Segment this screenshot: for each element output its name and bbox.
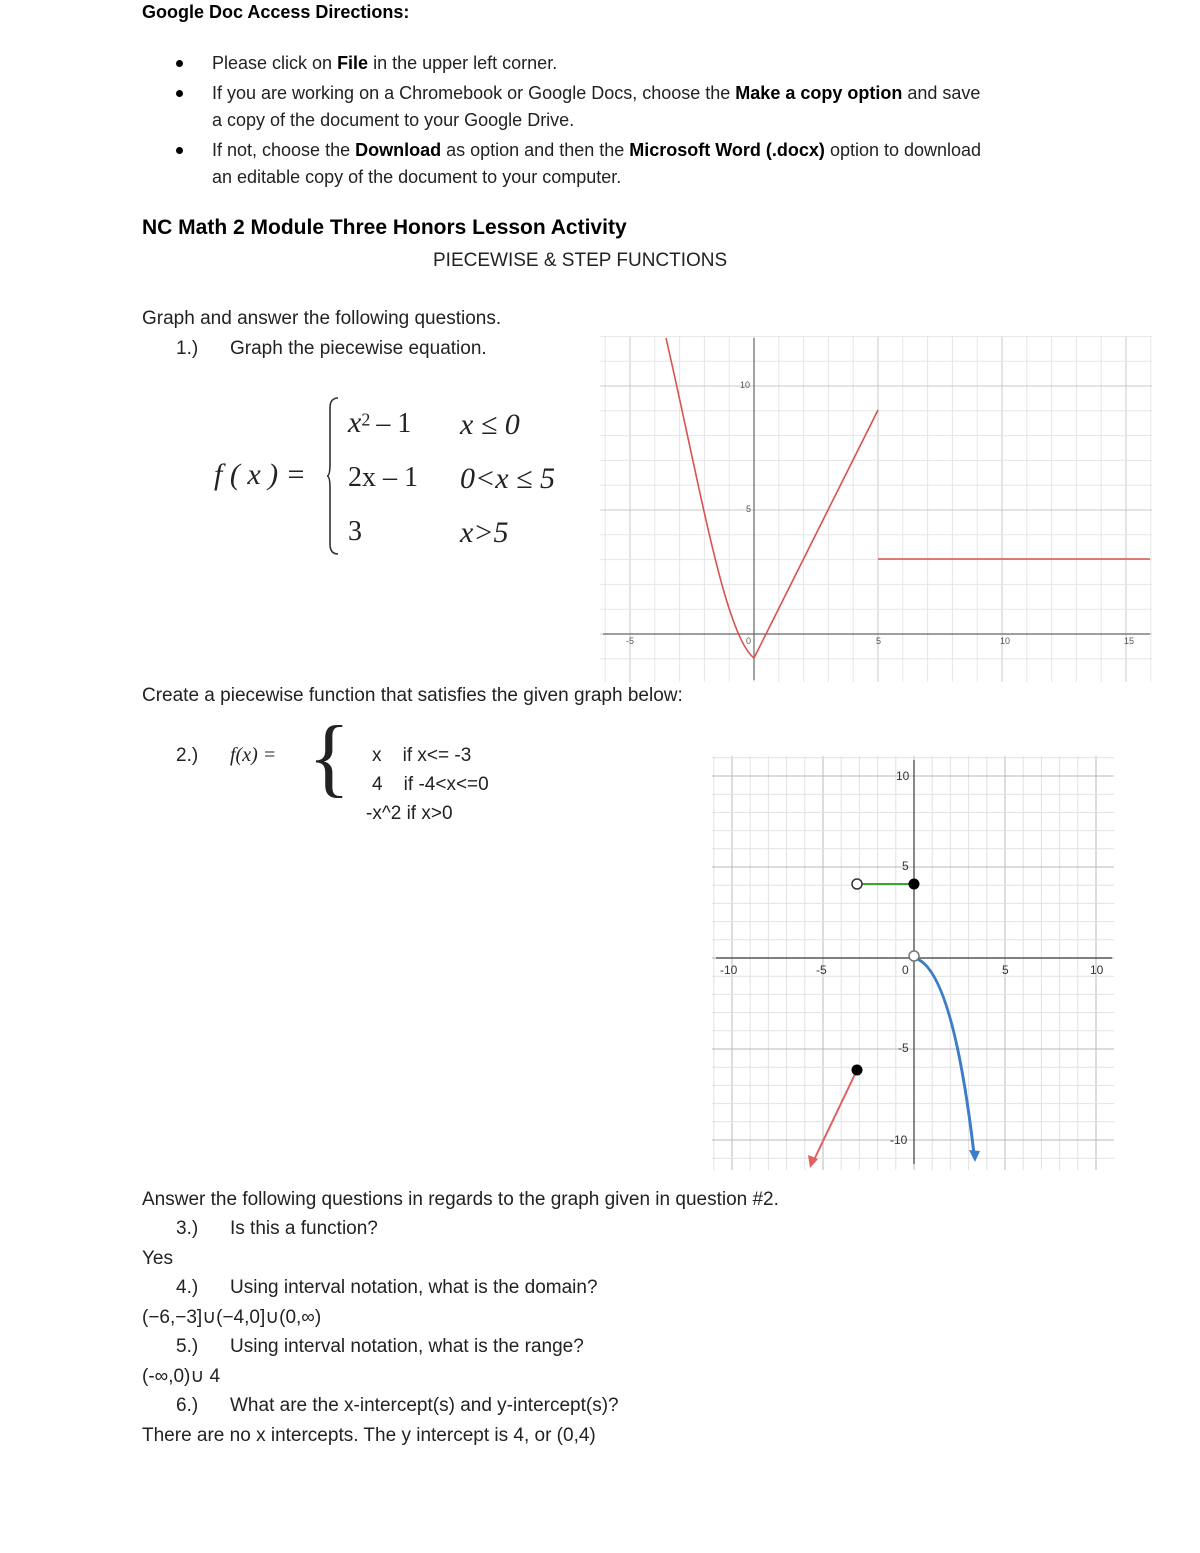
q2-tick-yneg5: -5 xyxy=(898,1041,909,1055)
q1-function-lhs: f ( x ) = xyxy=(214,458,306,491)
direction-item-2: If you are working on a Chromebook or Google Docs, choose the Make a copy option and save xyxy=(212,83,981,103)
q2-tick-y10: 10 xyxy=(896,769,910,783)
bullet-2 xyxy=(176,90,183,97)
q6-answer: There are no x intercepts. The y intercept is 4, or (0,4) xyxy=(142,1425,596,1446)
q2-graph xyxy=(712,756,1114,1170)
q1-graph-grid xyxy=(600,336,1152,682)
q2-tick-yneg10: -10 xyxy=(890,1133,908,1147)
q2-number: 2.) xyxy=(176,745,199,766)
q2-closed-point-red xyxy=(852,1065,863,1076)
q2-open-point-left xyxy=(852,879,862,889)
q5-answer: (-∞,0)∪ 4 xyxy=(142,1366,221,1387)
direction-item-1: Please click on File in the upper left corner. xyxy=(212,53,558,73)
q2-tick-y5: 5 xyxy=(902,859,909,873)
direction-item-2-cont: a copy of the document to your Google Drive. xyxy=(212,110,575,130)
q2-tick-xneg10: -10 xyxy=(720,963,738,977)
q4-answer: (−6,−3]∪(−4,0]∪(0,∞) xyxy=(142,1307,322,1328)
q2-brace: { xyxy=(308,709,351,806)
q2-tick-xneg5: -5 xyxy=(816,963,827,977)
direction-item-3: If not, choose the Download as option and then the Microsoft Word (.docx) option to download xyxy=(212,140,982,160)
q3-question: Is this a function? xyxy=(230,1218,378,1239)
q3-answer: Yes xyxy=(142,1248,173,1269)
direction-item-3-cont: an editable copy of the document to your computer. xyxy=(212,167,622,187)
q1-piece-2-expr: 2x – 1 xyxy=(348,462,418,493)
q1-brace xyxy=(326,396,340,556)
q1-piece-3-expr: 3 xyxy=(348,516,362,547)
q1-tick-x10: 10 xyxy=(1000,636,1011,646)
q2-piece-3: -x^2 if x>0 xyxy=(366,803,453,824)
q1-tick-y5: 5 xyxy=(746,504,752,514)
create-prompt: Create a piecewise function that satisfies the given graph below: xyxy=(142,685,683,706)
q1-piece-2-cond: 0<x ≤ 5 xyxy=(460,462,556,495)
q2-blue-curve xyxy=(914,958,974,1154)
q2-piece-1: x if x<= -3 xyxy=(372,745,472,766)
q2-red-ray xyxy=(813,1070,857,1162)
q2-graph-grid xyxy=(712,756,1114,1170)
q1-linear-piece xyxy=(754,410,878,658)
q1-tick-origin: 0 xyxy=(746,636,752,646)
q1-piece-1-expr: $x^2 - 1$ xyxy=(348,406,412,439)
q2-tick-x5: 5 xyxy=(1002,963,1009,977)
q1-text: Graph the piecewise equation. xyxy=(230,338,487,359)
q1-tick-xneg5: -5 xyxy=(626,636,635,646)
q1-number: 1.) xyxy=(176,338,199,359)
q5-question: Using interval notation, what is the range? xyxy=(230,1336,584,1357)
q5-number: 5.) xyxy=(176,1336,199,1357)
q1-piece-1-cond: x ≤ 0 xyxy=(460,408,520,441)
q4-number: 4.) xyxy=(176,1277,199,1298)
directions-title: Google Doc Access Directions: xyxy=(142,2,410,22)
q2-tick-origin: 0 xyxy=(902,963,909,977)
q3-number: 3.) xyxy=(176,1218,199,1239)
lesson-subtitle: PIECEWISE & STEP FUNCTIONS xyxy=(433,250,728,271)
answers-intro: Answer the following questions in regards to the graph given in question #2. xyxy=(142,1189,779,1210)
q1-tick-x15: 15 xyxy=(1124,636,1135,646)
bullet-3 xyxy=(176,147,183,154)
q1-piece-3-cond: x>5 xyxy=(460,516,509,549)
q1-graph xyxy=(600,336,1152,682)
q6-question: What are the x-intercept(s) and y-intercept(s)? xyxy=(230,1395,619,1416)
q2-lhs: f(x) = xyxy=(230,744,277,766)
lesson-title: NC Math 2 Module Three Honors Lesson Activity xyxy=(142,216,627,239)
q2-blue-arrow-icon xyxy=(969,1150,980,1162)
q6-number: 6.) xyxy=(176,1395,199,1416)
q2-piece-2: 4 if -4<x<=0 xyxy=(372,774,489,795)
q4-question: Using interval notation, what is the domain? xyxy=(230,1277,598,1298)
q1-tick-y10: 10 xyxy=(740,380,751,390)
q1-tick-x5: 5 xyxy=(876,636,882,646)
q2-open-point-origin xyxy=(909,951,919,961)
q2-tick-x10: 10 xyxy=(1090,963,1104,977)
instruction: Graph and answer the following questions. xyxy=(142,308,502,329)
bullet-1 xyxy=(176,60,183,67)
q2-closed-point-4 xyxy=(909,879,920,890)
